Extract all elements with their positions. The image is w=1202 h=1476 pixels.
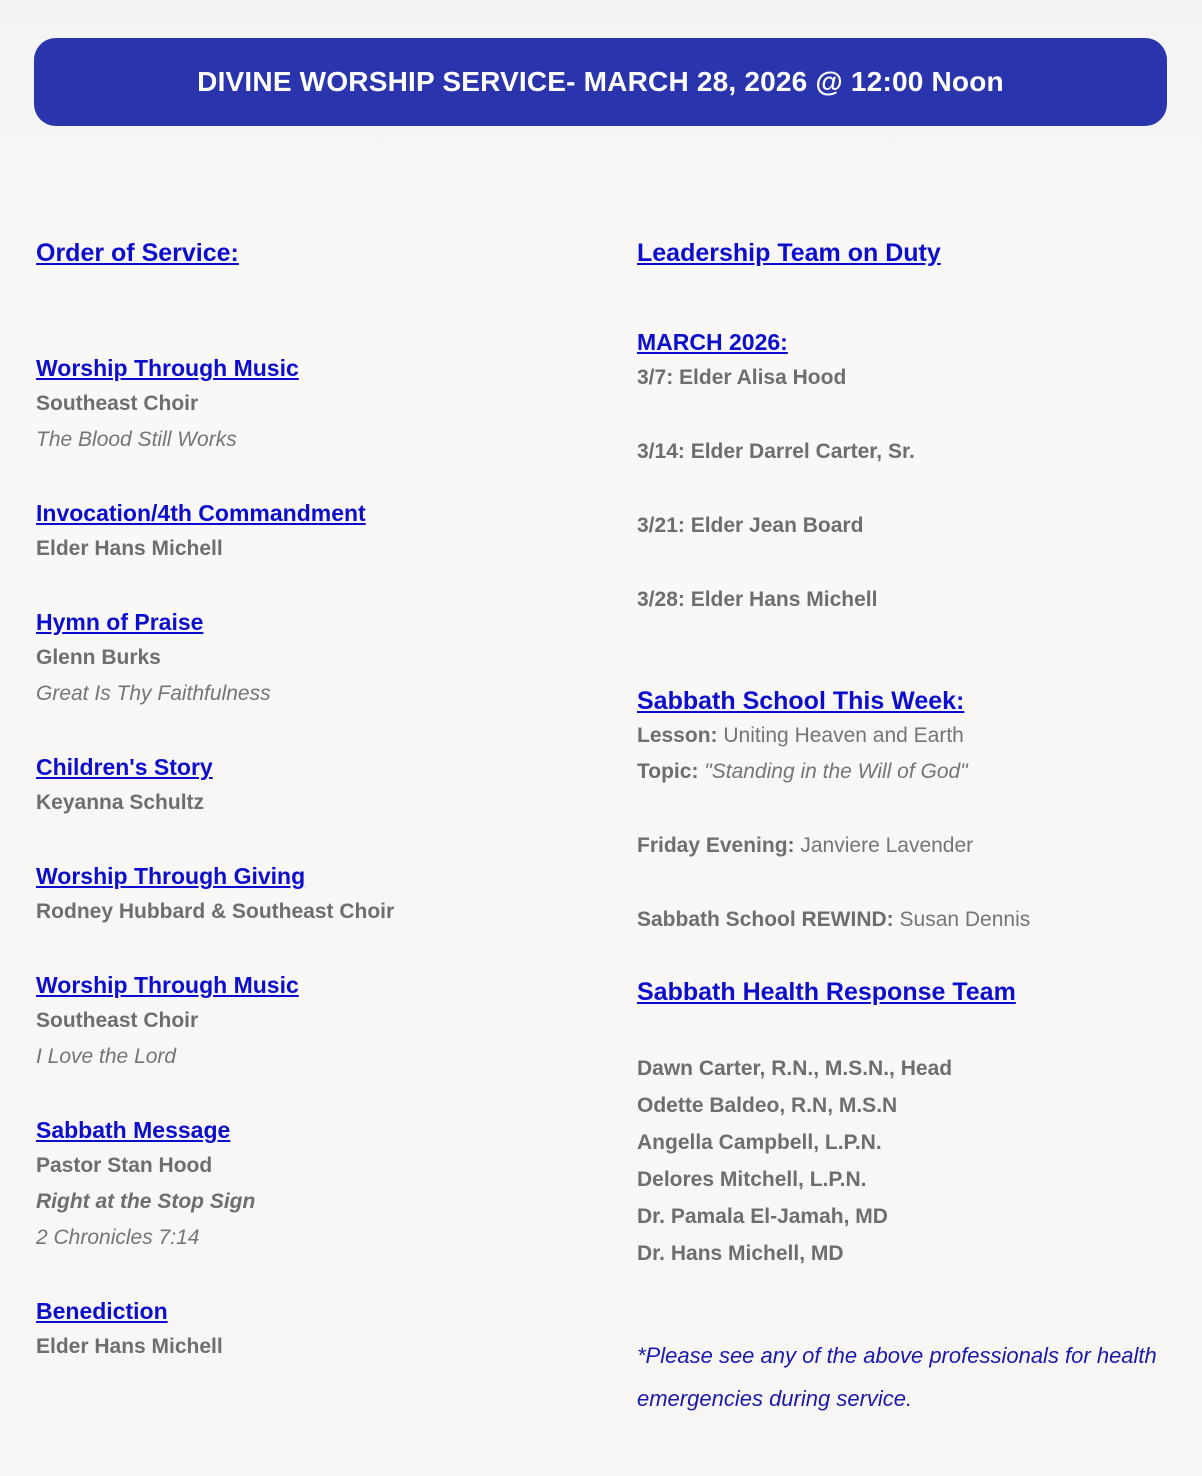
health-team-heading[interactable]: Sabbath Health Response Team [637, 978, 1016, 1006]
leadership-heading[interactable]: Leadership Team on Duty [637, 239, 941, 267]
rewind-value: Susan Dennis [899, 908, 1031, 931]
lesson-value: Uniting Heaven and Earth [723, 724, 964, 747]
service-item-title-link[interactable]: Invocation/4th Commandment [36, 500, 366, 526]
header-banner [34, 38, 1167, 126]
friday-evening-label: Friday Evening: [637, 834, 795, 857]
service-item-title-link[interactable]: Sabbath Message [36, 1117, 231, 1143]
order-of-service-heading[interactable]: Order of Service: [36, 239, 239, 267]
service-item [36, 749, 601, 821]
service-item [36, 967, 601, 1075]
rewind-line [637, 902, 1182, 938]
service-item-performer: Elder Hans Michell [36, 1335, 223, 1358]
team-member: Dr. Hans Michell, MD [637, 1242, 844, 1265]
team-member: Dawn Carter, R.N., M.S.N., Head [637, 1057, 953, 1080]
page-title: DIVINE WORSHIP SERVICE- MARCH 28, 2026 @ 12:00 Noon [197, 66, 1004, 97]
friday-evening-line [637, 828, 1182, 864]
service-item-performer: Elder Hans Michell [36, 537, 223, 560]
friday-evening-value: Janviere Lavender [800, 834, 974, 857]
health-emergency-note: *Please see any of the above professionals for health emergencies during service. [637, 1343, 1157, 1411]
duty-entry: 3/21: Elder Jean Board [637, 514, 864, 537]
service-item-song: I Love the Lord [36, 1045, 177, 1068]
topic-value: "Standing in the Will of God" [704, 760, 968, 783]
topic-label: Topic: [637, 760, 699, 783]
service-item [36, 858, 601, 930]
rewind-label: Sabbath School REWIND: [637, 908, 894, 931]
service-item [36, 1112, 601, 1256]
service-item-performer: Rodney Hubbard & Southeast Choir [36, 900, 395, 923]
service-item-title-link[interactable]: Hymn of Praise [36, 609, 204, 635]
service-item [36, 1293, 601, 1365]
sabbath-school-heading[interactable]: Sabbath School This Week: [637, 687, 965, 715]
service-item-title-link[interactable]: Worship Through Music [36, 355, 299, 381]
service-item-performer: Southeast Choir [36, 392, 199, 415]
service-item-title-link[interactable]: Worship Through Music [36, 972, 299, 998]
team-member: Delores Mitchell, L.P.N. [637, 1168, 867, 1191]
service-item-performer: Glenn Burks [36, 646, 161, 669]
scripture-reference: 2 Chronicles 7:14 [36, 1226, 200, 1249]
sermon-title: Right at the Stop Sign [36, 1190, 256, 1213]
service-item-song: Great Is Thy Faithfulness [36, 682, 271, 705]
service-item-song: The Blood Still Works [36, 428, 237, 451]
service-item [36, 604, 601, 712]
topic-line [637, 754, 1182, 790]
duty-entry: 3/7: Elder Alisa Hood [637, 366, 847, 389]
service-item-title-link[interactable]: Children's Story [36, 754, 213, 780]
leadership-column [637, 236, 1182, 1420]
lesson-line [637, 718, 1182, 754]
month-heading-link[interactable]: MARCH 2026: [637, 329, 788, 355]
service-item-performer: Keyanna Schultz [36, 791, 205, 814]
order-of-service-column [36, 236, 601, 1402]
service-item-performer: Pastor Stan Hood [36, 1154, 213, 1177]
duty-entry: 3/14: Elder Darrel Carter, Sr. [637, 440, 915, 463]
duty-entry: 3/28: Elder Hans Michell [637, 588, 878, 611]
health-team-list [637, 1050, 1182, 1272]
lesson-label: Lesson: [637, 724, 718, 747]
team-member: Dr. Pamala El-Jamah, MD [637, 1205, 888, 1228]
service-item-title-link[interactable]: Worship Through Giving [36, 863, 306, 889]
service-item-performer: Southeast Choir [36, 1009, 199, 1032]
service-item [36, 350, 601, 458]
service-item [36, 495, 601, 567]
team-member: Angella Campbell, L.P.N. [637, 1131, 882, 1154]
team-member: Odette Baldeo, R.N, M.S.N [637, 1094, 898, 1117]
service-item-title-link[interactable]: Benediction [36, 1298, 168, 1324]
